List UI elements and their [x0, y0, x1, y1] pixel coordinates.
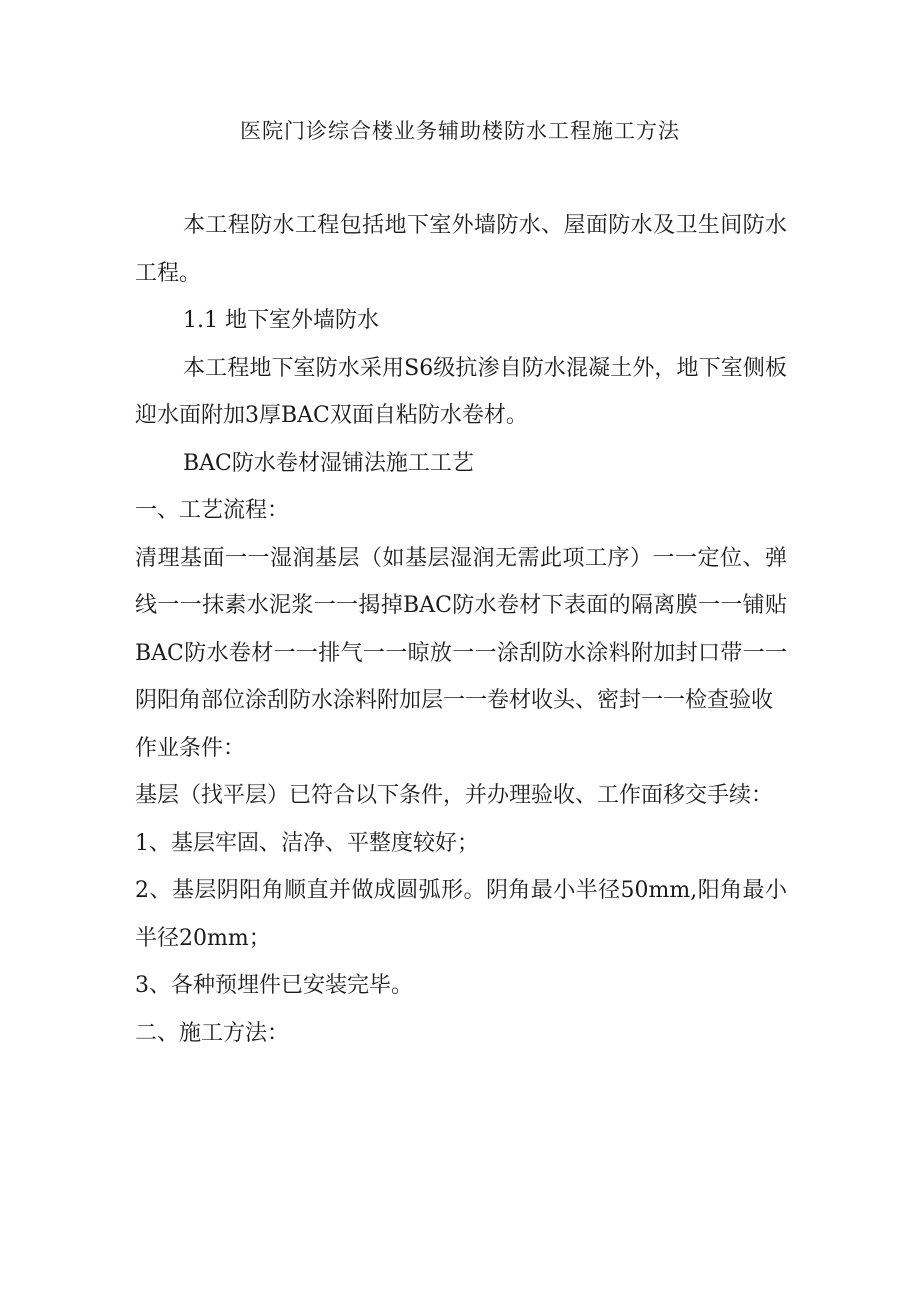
heading-process-flow: 一、工艺流程： — [135, 498, 290, 523]
list-item-condition-2: 2、基层阴阳角顺直并做成圆弧形。阴角最小半径50mm,阳角最小半径20mm； — [135, 878, 787, 951]
heading-work-conditions: 作业条件： — [135, 735, 246, 761]
list-item-condition-3: 3、各种预埋件已安装完毕。 — [135, 973, 413, 998]
document-title: 医院门诊综合楼业务辅助楼防水工程施工方法 — [240, 119, 680, 143]
paragraph-process-steps: 清理基面一一湿润基层（如基层湿润无需此项工序）一一定位、弹线一一抹素水泥浆一一揭掉BAC防水卷材下表面的隔离膜一一铺贴BAC防水卷材一一排气一一晾放一一涂刮防水涂料附加封口带一一阴阳角部位涂刮防水涂料附加层一一卷材收头、密封一一检查验收 — [135, 545, 787, 713]
paragraph-basement-waterproofing: 本工程地下室防水采用S6级抗渗自防水混凝土外，地下室侧板迎水面附加3厚BAC双面自粘防水卷材。 — [135, 355, 787, 428]
paragraph-scope: 本工程防水工程包括地下室外墙防水、屋面防水及卫生间防水工程。 — [135, 213, 787, 286]
list-item-condition-1: 1、基层牢固、洁净、平整度较好； — [135, 830, 479, 856]
document-body — [135, 202, 787, 1057]
paragraph-base-layer-conditions: 基层（找平层）已符合以下条件，并办理验收、工作面移交手续： — [135, 783, 774, 808]
subheading-wet-laying-process: BAC防水卷材湿铺法施工工艺 — [183, 450, 474, 476]
heading-construction-method: 二、施工方法： — [135, 1020, 290, 1046]
section-heading-basement-wall: 1.1 地下室外墙防水 — [183, 308, 379, 333]
